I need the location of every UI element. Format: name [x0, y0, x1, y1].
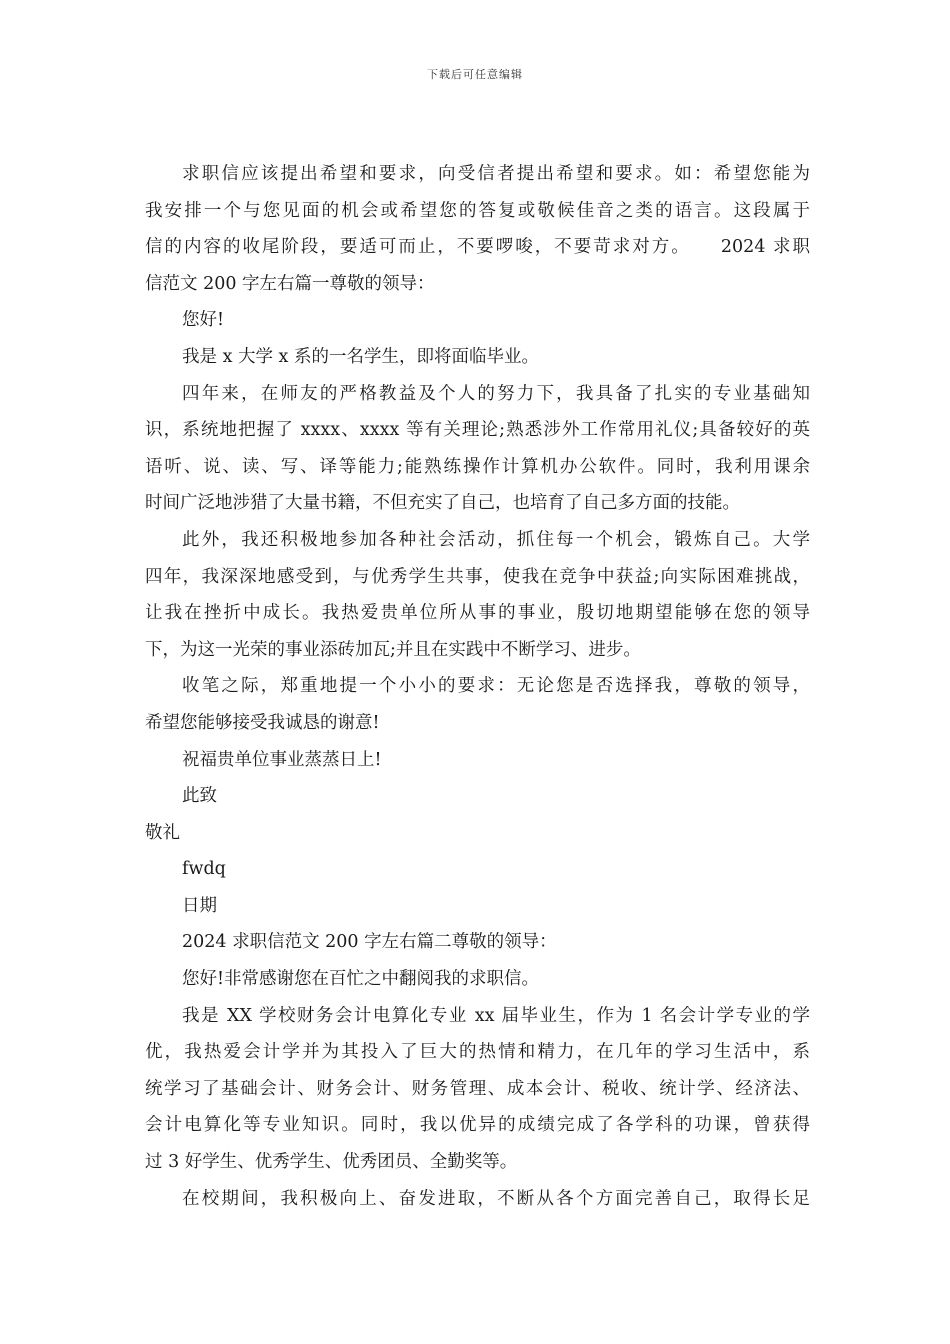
text-line: 四年来，在师友的严格教益及个人的努力下，我具备了扎实的专业基础知 — [182, 383, 810, 404]
text-line: 我是 XX 学校财务会计电算化专业 xx 届毕业生，作为 1 名会计学专业的学 — [182, 1005, 810, 1026]
text-line: 收笔之际，郑重地提一个小小的要求：无论您是否选择我，尊敬的领导， — [182, 676, 810, 697]
document-body — [145, 156, 810, 1217]
text-line: 让我在挫折中成长。我热爱贵单位所从事的事业，殷切地期望能够在您的领导 — [145, 603, 810, 624]
text-line: 语听、说、读、写、译等能力;能熟练操作计算机办公软件。同时，我利用课余 — [145, 456, 810, 477]
text-line: 识，系统地把握了 xxxx、xxxx 等有关理论;熟悉涉外工作常用礼仪;具备较好的英 — [145, 420, 810, 441]
text-line: 过 3 好学生、优秀学生、优秀团员、全勤奖等。 — [145, 1152, 518, 1173]
text-line: 四年，我深深地感受到，与优秀学生共事，使我在竞争中获益;向实际困难挑战， — [145, 566, 810, 587]
text-line: 此外，我还积极地参加各种社会活动，抓住每一个机会，锻炼自己。大学 — [182, 529, 810, 550]
text-line: 祝福贵单位事业蒸蒸日上! — [182, 749, 382, 770]
text-line: 下，为这一光荣的事业添砖加瓦;并且在实践中不断学习、进步。 — [145, 639, 641, 660]
text-line: 统学习了基础会计、财务会计、财务管理、成本会计、税收、统计学、经济法、 — [145, 1078, 810, 1099]
text-line: 我是 x 大学 x 系的一名学生，即将面临毕业。 — [182, 346, 539, 367]
text-line: 希望您能够接受我诚恳的谢意! — [145, 712, 380, 733]
text-line: 信范文 200 字左右篇一尊敬的领导： — [145, 273, 435, 294]
text-line: 您好!非常感谢您在百忙之中翻阅我的求职信。 — [182, 969, 540, 990]
page-header: 下载后可任意编辑 — [427, 68, 523, 81]
text-line: 时间广泛地涉猎了大量书籍，不但充实了自己，也培育了自己多方面的技能。 — [145, 493, 740, 514]
text-line: 信的内容的收尾阶段，要适可而止，不要啰唆，不要苛求对方。 2024 求职 — [145, 237, 810, 258]
text-line: 在校期间，我积极向上、奋发进取，不断从各个方面完善自己，取得长足 — [182, 1188, 810, 1209]
text-line: 2024 求职信范文 200 字左右篇二尊敬的领导： — [182, 932, 557, 953]
text-line: 敬礼 — [145, 822, 180, 843]
text-line: 此致 — [182, 786, 217, 807]
text-line: fwdq — [182, 859, 226, 880]
text-line: 会计电算化等专业知识。同时，我以优异的成绩完成了各学科的功课，曾获得 — [145, 1115, 810, 1136]
text-line: 优，我热爱会计学并为其投入了巨大的热情和精力，在几年的学习生活中，系 — [145, 1042, 810, 1063]
text-line: 您好! — [182, 310, 225, 331]
text-line: 求职信应该提出希望和要求，向受信者提出希望和要求。如：希望您能为 — [182, 164, 810, 184]
text-line: 我安排一个与您见面的机会或希望您的答复或敬候佳音之类的语言。这段属于 — [145, 200, 810, 221]
text-line: 日期 — [182, 895, 217, 916]
